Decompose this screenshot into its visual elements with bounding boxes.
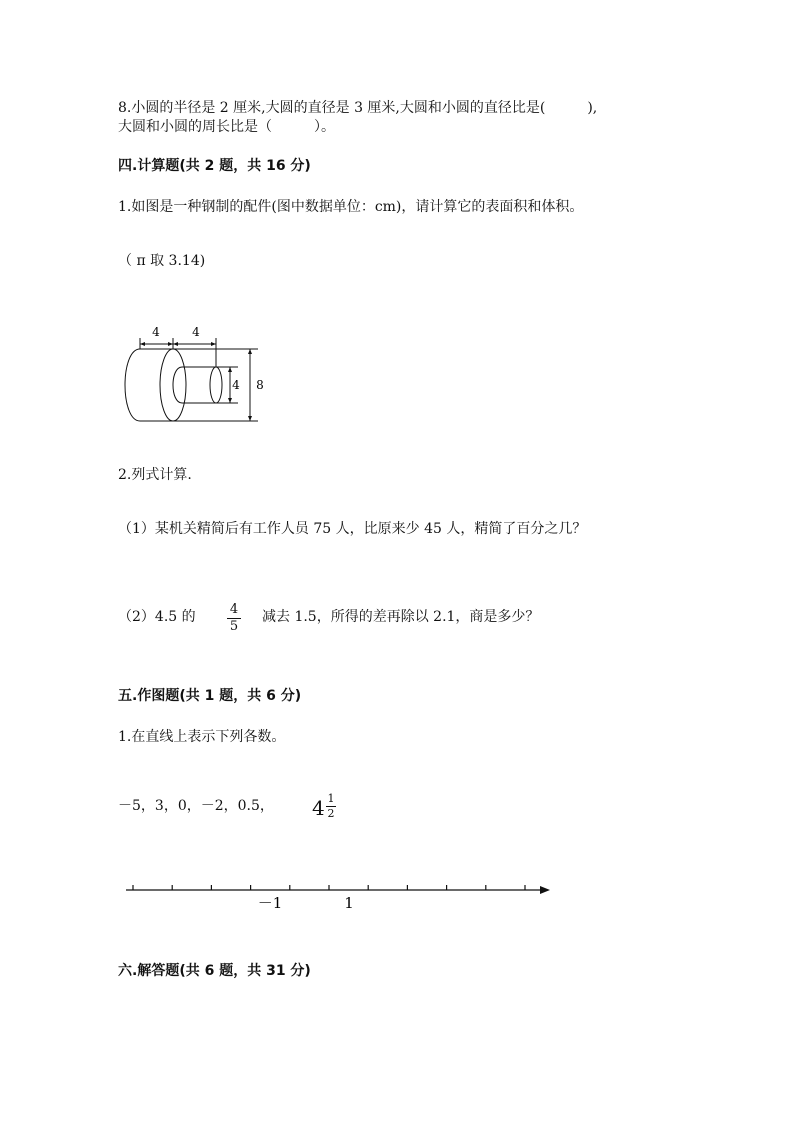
section4-q1-pi-note: （ π 取 3.14) [118, 253, 206, 269]
dim-inner-diameter: 4 [232, 378, 240, 392]
dim-outer-diameter: 8 [256, 378, 264, 392]
number-line-label-neg1: －1 [257, 894, 283, 912]
fraction-numerator: 4 [229, 602, 239, 617]
section5-heading: 五.作图题(共 1 题，共 6 分) [118, 688, 302, 704]
fraction-four-fifths [227, 603, 241, 634]
number-line-label-pos1: 1 [344, 894, 354, 912]
q8-line2: 大圆和小圆的周长比是（ ）。 [118, 119, 335, 135]
dim-right-width: 4 [192, 325, 200, 339]
section5-q1-text: 1.在直线上表示下列各数。 [118, 729, 286, 745]
fraction-denominator: 5 [229, 619, 239, 634]
section4-q2-text: 2.列式计算. [118, 467, 192, 483]
section4-q2-2-suffix: 减去 1.5，所得的差再除以 2.1，商是多少？ [262, 609, 540, 625]
number-line [122, 878, 554, 918]
mixed-whole: 4 [312, 796, 325, 820]
q8-line1: 8.小圆的半径是 2 厘米,大圆的直径是 3 厘米,大圆和小圆的直径比是( ), [118, 100, 598, 116]
mixed-fraction [326, 793, 336, 820]
section4-q2-2-prefix: （2）4.5 的 [118, 609, 196, 625]
number-line-arrow [540, 886, 550, 894]
section5-numbers: －5，3，0，－2，0.5， [118, 798, 274, 814]
mixed-denominator: 2 [327, 807, 335, 820]
steel-part-figure [118, 322, 278, 432]
section4-heading: 四.计算题(共 2 题，共 16 分) [118, 158, 311, 174]
mixed-numerator: 1 [327, 792, 335, 805]
section6-heading: 六.解答题(共 6 题，共 31 分) [118, 963, 311, 979]
dim-left-width: 4 [152, 325, 160, 339]
section4-q1-text: 1.如图是一种钢制的配件(图中数据单位：cm)，请计算它的表面积和体积。 [118, 199, 584, 215]
section4-q2-1: （1）某机关精简后有工作人员 75 人，比原来少 45 人，精简了百分之几？ [118, 521, 587, 537]
